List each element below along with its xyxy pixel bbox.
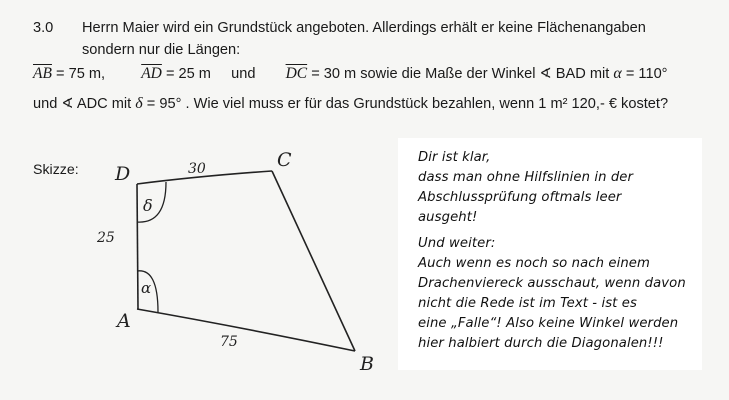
side-ad-line	[137, 184, 138, 309]
side-dc-length: 30	[188, 161, 206, 177]
note-line: dass man ohne Hilfslinien in der	[418, 170, 634, 185]
vertex-a-label: A	[117, 310, 131, 332]
segment-ad-value: = 25 m	[165, 66, 211, 82]
note-line: Dir ist klar,	[418, 150, 491, 165]
angle-alpha-label: α	[141, 279, 152, 297]
task-number: 3.0	[33, 20, 54, 36]
side-cb-line	[272, 171, 355, 351]
note-line: Abschlussprüfung oftmals leer	[418, 190, 622, 205]
note-line: Und weiter:	[418, 236, 496, 251]
side-ad-length: 25	[97, 230, 115, 246]
note-line: Auch wenn es noch so nach einem	[418, 256, 650, 271]
segment-dc-label: $\overline{DC}$	[285, 65, 308, 82]
question-text: = 95° . Wie viel muss er für das Grundstück bezahlen, wenn 1 m² 120,- € kostet?	[146, 96, 669, 112]
task-text-line-2: sondern nur die Längen:	[82, 42, 241, 58]
hint-note-box	[398, 138, 702, 370]
alpha-symbol: α	[613, 65, 622, 82]
note-line: ausgeht!	[418, 210, 478, 225]
note-line: hier halbiert durch die Diagonalen!!!	[418, 336, 664, 351]
task-text-line-1: Herrn Maier wird ein Grundstück angeboten. Allerdings erhält er keine Flächenangaben	[82, 20, 646, 36]
segment-ab-value: = 75 m,	[56, 66, 106, 82]
segment-ad-label: $\overline{AD}$	[141, 65, 162, 82]
vertex-c-label: C	[277, 149, 292, 171]
sketch-label: Skizze:	[33, 162, 79, 178]
angle-adc-text: und ∢ ADC mit	[33, 96, 132, 112]
alpha-value: = 110°	[625, 66, 668, 82]
delta-symbol: δ	[135, 95, 143, 112]
note-line: nicht die Rede ist im Text - ist es	[418, 296, 637, 311]
note-line: eine „Falle“! Also keine Winkel werden	[418, 316, 679, 331]
segment-ab-label: $\overline{AB}$	[33, 65, 52, 82]
side-ab-line	[137, 309, 355, 351]
angle-delta-label: δ	[143, 196, 153, 215]
note-line: Drachenviereck ausschaut, wenn davon	[418, 276, 686, 291]
vertex-d-label: D	[115, 163, 131, 185]
connector-und: und	[231, 66, 256, 82]
side-ab-length: 75	[220, 334, 238, 350]
segment-dc-value: = 30 m sowie die Maße der Winkel ∢ BAD mit	[311, 66, 610, 82]
vertex-b-label: B	[360, 353, 374, 375]
